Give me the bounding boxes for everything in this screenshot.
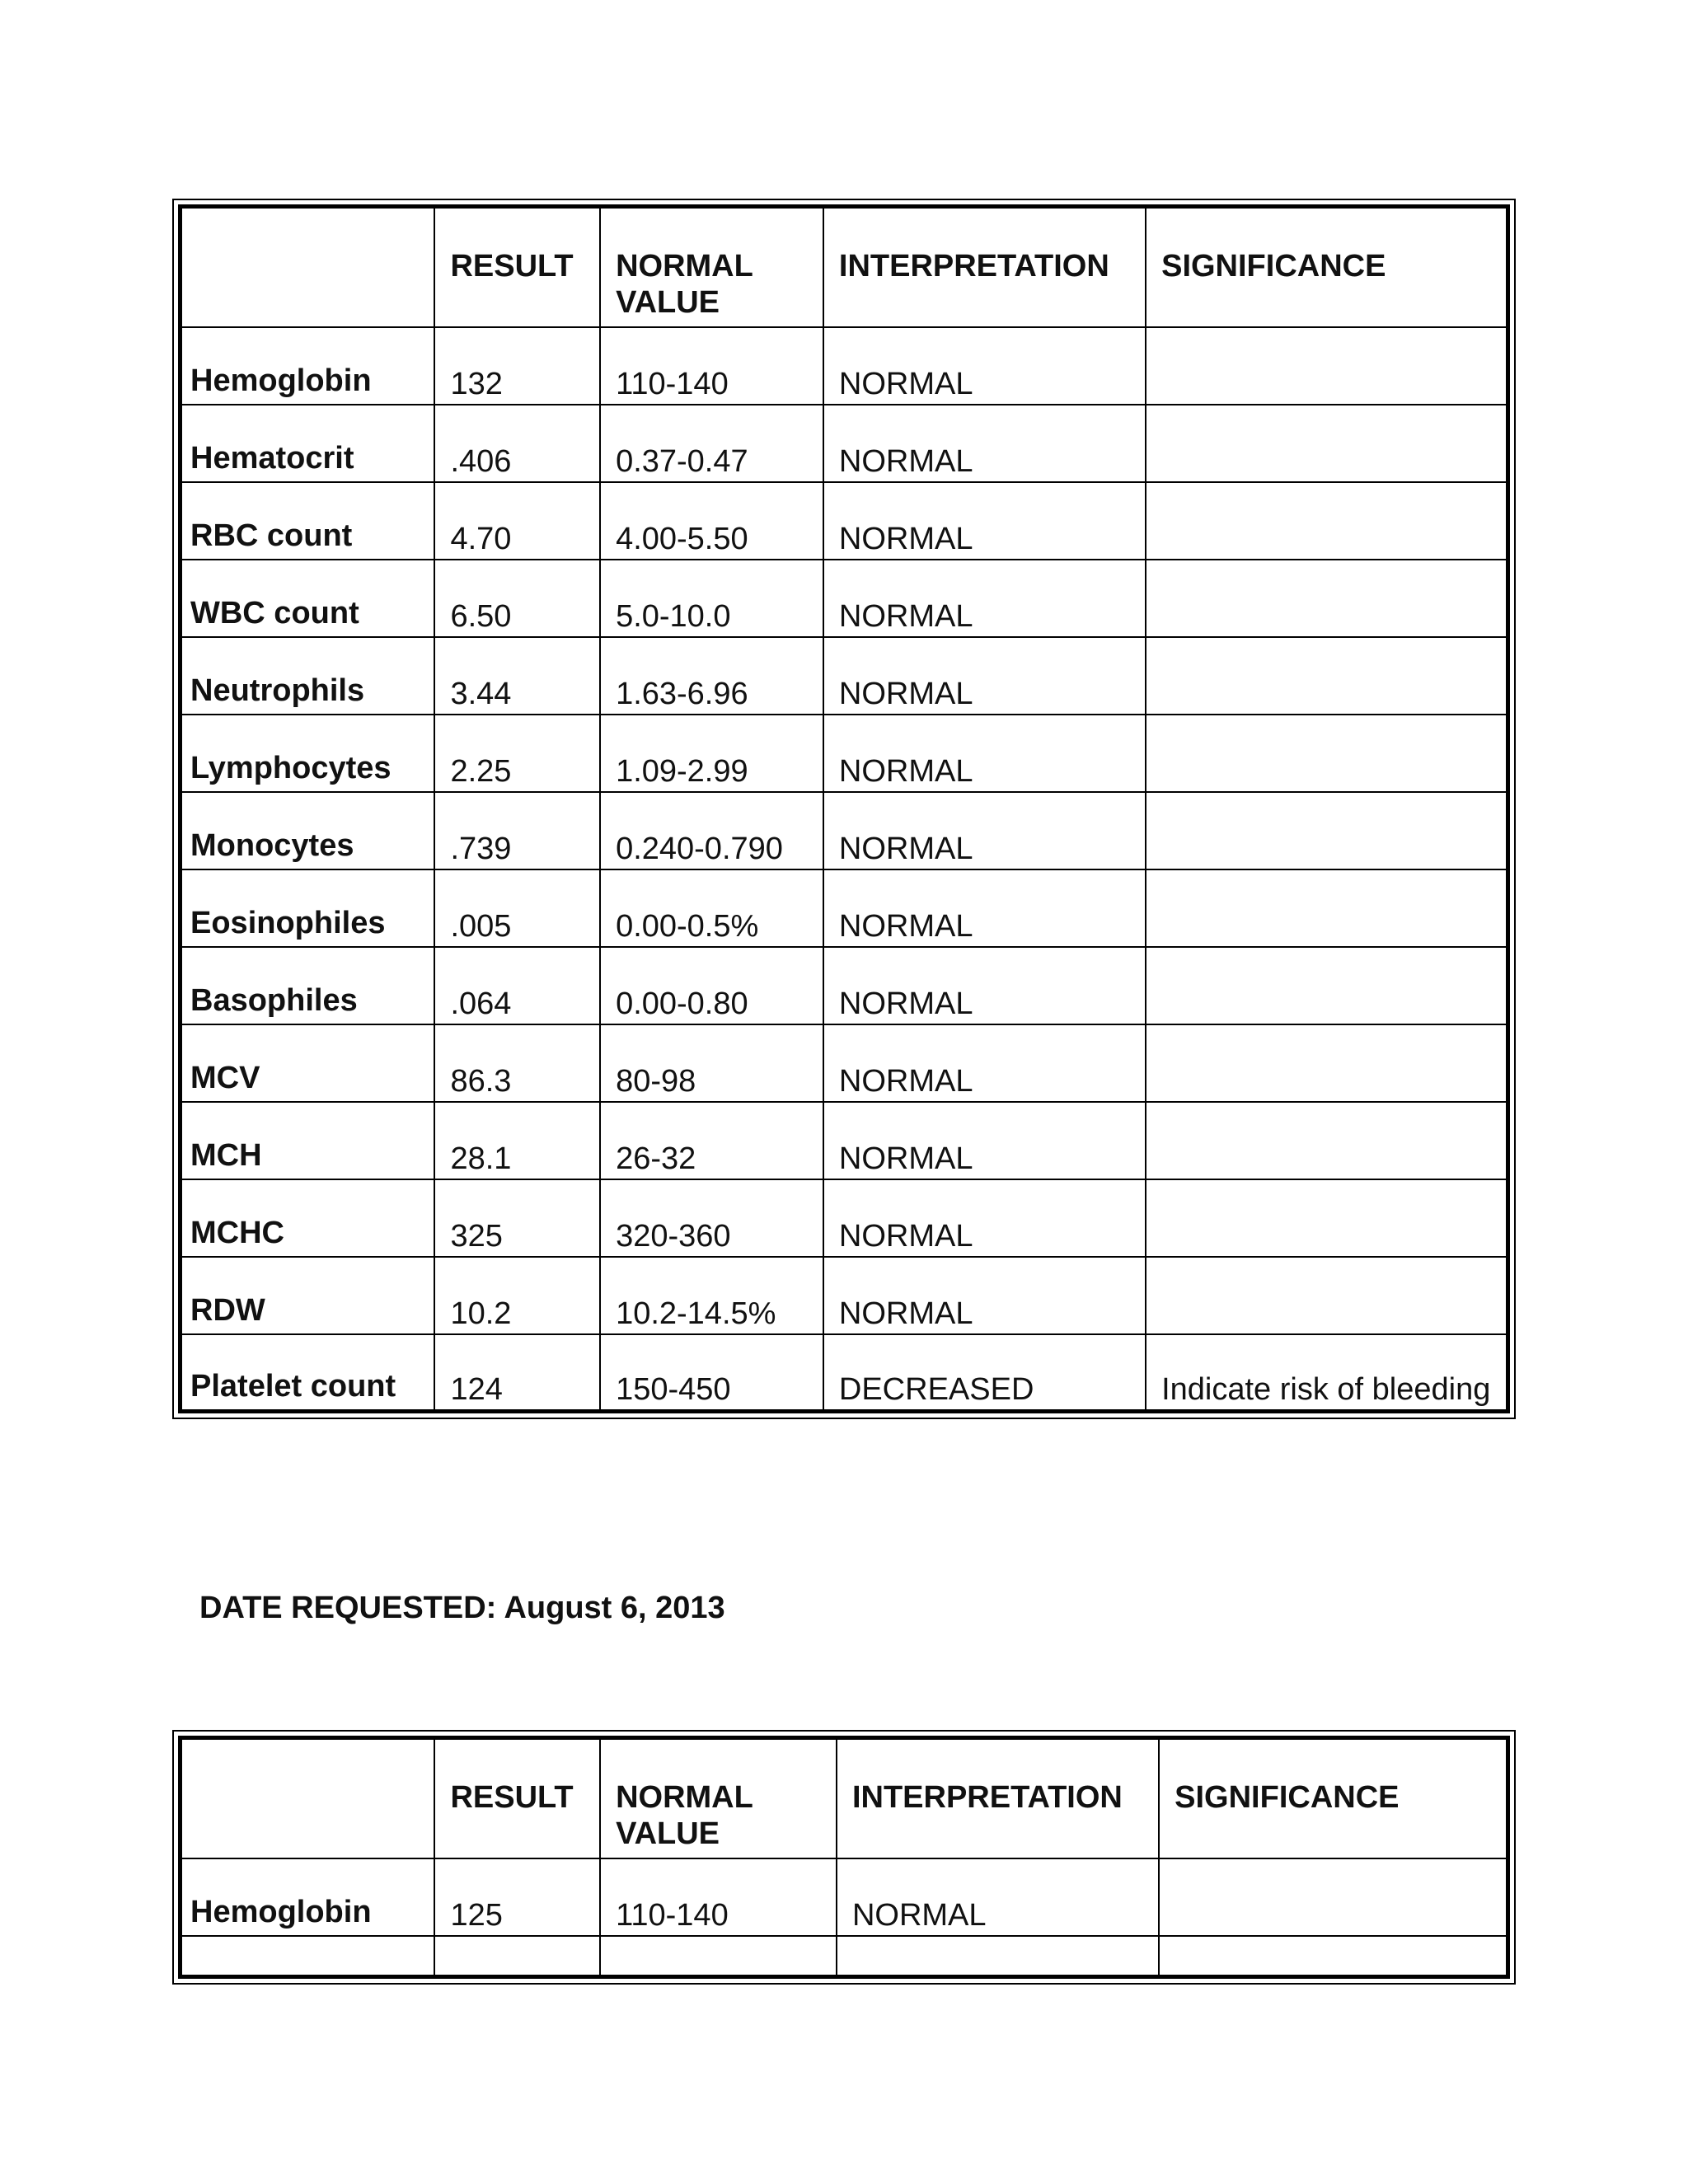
test-result: .005: [434, 869, 600, 947]
test-significance: [1146, 1179, 1507, 1257]
empty-cell: [837, 1936, 1159, 1977]
test-interpretation: DECREASED: [823, 1334, 1146, 1412]
test-significance: [1146, 1102, 1507, 1179]
header-interpretation: INTERPRETATION: [837, 1738, 1159, 1858]
test-result: 28.1: [434, 1102, 600, 1179]
empty-cell: [1159, 1936, 1507, 1977]
header-interpretation: INTERPRETATION: [823, 207, 1146, 327]
lab-results-table-1: [178, 204, 1510, 1413]
test-name: MCV: [181, 1024, 435, 1102]
test-normal-value: 0.00-0.80: [600, 947, 823, 1024]
test-significance: [1159, 1858, 1507, 1936]
empty-cell: [600, 1936, 837, 1977]
table-row: [181, 715, 1508, 792]
test-name: Hemoglobin: [181, 327, 435, 405]
test-result: 86.3: [434, 1024, 600, 1102]
test-significance: [1146, 715, 1507, 792]
empty-cell: [181, 1936, 435, 1977]
table-row: [181, 1024, 1508, 1102]
test-normal-value: 150-450: [600, 1334, 823, 1412]
test-normal-value: 80-98: [600, 1024, 823, 1102]
table-row: [181, 405, 1508, 482]
table-header-row: [181, 1738, 1508, 1858]
test-interpretation: NORMAL: [823, 560, 1146, 637]
test-significance: [1146, 405, 1507, 482]
test-significance: [1146, 482, 1507, 560]
test-normal-value: 1.63-6.96: [600, 637, 823, 715]
header-blank: [181, 1738, 435, 1858]
test-normal-value: 0.37-0.47: [600, 405, 823, 482]
test-interpretation: NORMAL: [823, 1102, 1146, 1179]
test-name: WBC count: [181, 560, 435, 637]
test-result: .739: [434, 792, 600, 869]
test-significance: [1146, 327, 1507, 405]
test-significance: [1146, 1257, 1507, 1334]
table-row-empty: [181, 1936, 1508, 1977]
test-result: 3.44: [434, 637, 600, 715]
test-name: Hematocrit: [181, 405, 435, 482]
test-result: .406: [434, 405, 600, 482]
test-interpretation: NORMAL: [823, 405, 1146, 482]
header-result: RESULT: [434, 1738, 600, 1858]
test-result: .064: [434, 947, 600, 1024]
table-row: [181, 637, 1508, 715]
test-interpretation: NORMAL: [823, 1257, 1146, 1334]
test-interpretation: NORMAL: [823, 1179, 1146, 1257]
test-name: MCHC: [181, 1179, 435, 1257]
test-interpretation: NORMAL: [823, 1024, 1146, 1102]
test-result: 4.70: [434, 482, 600, 560]
test-normal-value: 26-32: [600, 1102, 823, 1179]
test-name: Neutrophils: [181, 637, 435, 715]
test-significance: [1146, 947, 1507, 1024]
test-name: Eosinophiles: [181, 869, 435, 947]
test-significance: [1146, 792, 1507, 869]
header-significance: SIGNIFICANCE: [1159, 1738, 1507, 1858]
test-interpretation: NORMAL: [823, 947, 1146, 1024]
table-row: [181, 327, 1508, 405]
test-result: 124: [434, 1334, 600, 1412]
header-normal-value: NORMAL VALUE: [600, 207, 823, 327]
test-normal-value: 320-360: [600, 1179, 823, 1257]
test-normal-value: 4.00-5.50: [600, 482, 823, 560]
test-interpretation: NORMAL: [823, 482, 1146, 560]
test-interpretation: NORMAL: [823, 637, 1146, 715]
test-name: RBC count: [181, 482, 435, 560]
test-result: 10.2: [434, 1257, 600, 1334]
table-row: [181, 869, 1508, 947]
test-name: MCH: [181, 1102, 435, 1179]
test-normal-value: 5.0-10.0: [600, 560, 823, 637]
test-normal-value: 1.09-2.99: [600, 715, 823, 792]
table-row: [181, 1179, 1508, 1257]
table-row: [181, 1257, 1508, 1334]
test-interpretation: NORMAL: [837, 1858, 1159, 1936]
test-result: 2.25: [434, 715, 600, 792]
table-row: [181, 792, 1508, 869]
test-result: 6.50: [434, 560, 600, 637]
date-requested: DATE REQUESTED: August 6, 2013: [199, 1591, 725, 1625]
empty-cell: [434, 1936, 600, 1977]
test-significance: Indicate risk of bleeding: [1146, 1334, 1507, 1412]
test-name: Hemoglobin: [181, 1858, 435, 1936]
test-result: 132: [434, 327, 600, 405]
table-row: [181, 560, 1508, 637]
test-normal-value: 0.240-0.790: [600, 792, 823, 869]
table-row: [181, 1858, 1508, 1936]
test-result: 325: [434, 1179, 600, 1257]
test-name: Basophiles: [181, 947, 435, 1024]
test-interpretation: NORMAL: [823, 715, 1146, 792]
test-significance: [1146, 637, 1507, 715]
test-normal-value: 10.2-14.5%: [600, 1257, 823, 1334]
test-result: 125: [434, 1858, 600, 1936]
lab-results-table-2: [178, 1736, 1510, 1979]
table-row: [181, 1334, 1508, 1412]
test-interpretation: NORMAL: [823, 869, 1146, 947]
header-blank: [181, 207, 435, 327]
table-header-row: [181, 207, 1508, 327]
header-result: RESULT: [434, 207, 600, 327]
test-normal-value: 110-140: [600, 327, 823, 405]
test-name: Monocytes: [181, 792, 435, 869]
test-significance: [1146, 560, 1507, 637]
test-name: Platelet count: [181, 1334, 435, 1412]
test-interpretation: NORMAL: [823, 792, 1146, 869]
table-row: [181, 947, 1508, 1024]
table-row: [181, 482, 1508, 560]
test-name: RDW: [181, 1257, 435, 1334]
test-normal-value: 110-140: [600, 1858, 837, 1936]
header-normal-value: NORMAL VALUE: [600, 1738, 837, 1858]
test-significance: [1146, 1024, 1507, 1102]
table-row: [181, 1102, 1508, 1179]
test-normal-value: 0.00-0.5%: [600, 869, 823, 947]
test-significance: [1146, 869, 1507, 947]
test-name: Lymphocytes: [181, 715, 435, 792]
test-interpretation: NORMAL: [823, 327, 1146, 405]
header-significance: SIGNIFICANCE: [1146, 207, 1507, 327]
